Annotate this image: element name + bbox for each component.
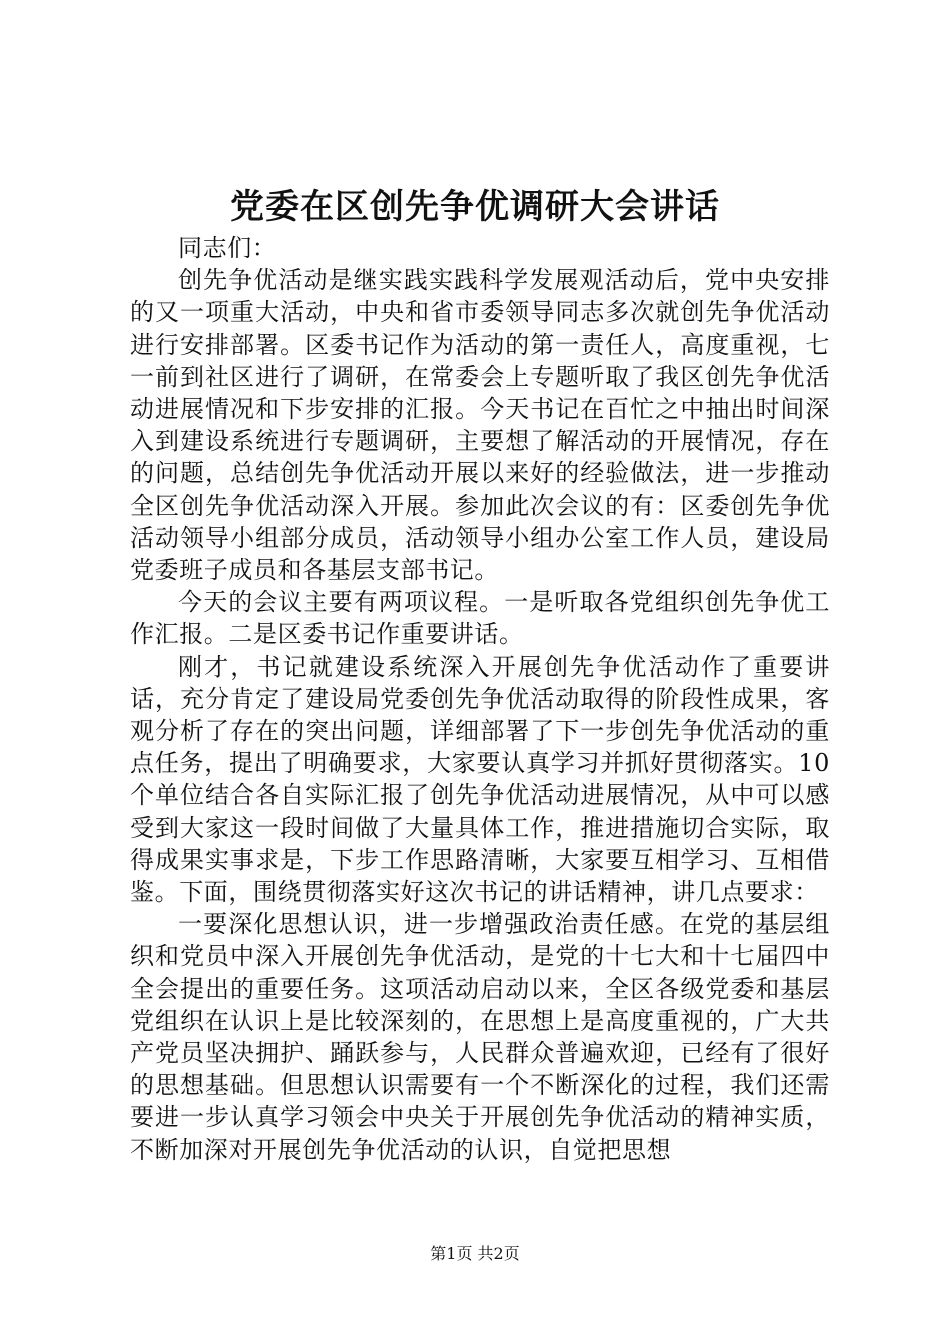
page-footer: 第1页 共2页 <box>430 1244 520 1263</box>
salutation-paragraph: 同志们： <box>178 234 277 262</box>
body-paragraph: 一要深化思想认识，进一步增强政治责任感。在党的基层组织和党员中深入开展创先争优活动，是党的十七大和十七届四中全会提出的重要任务。这项活动启动以来，全区各级党委和基层党组织在认识上是比较深刻的，在思想上是高度重视的，广大共产党员坚决拥护、踊跃参与，人民群众普遍欢迎，已经有了很好的思想基础。但思想认识需要有一个不断深化的过程，我们还需要进一步认真学习领会中央关于开展创先争优活动的精神实质，不断加深对开展创先争优活动的认识，自觉把思想 <box>130 910 830 1164</box>
document-body <box>130 232 830 1166</box>
body-paragraph: 刚才，书记就建设系统深入开展创先争优活动作了重要讲话，充分肯定了建设局党委创先争优活动取得的阶段性成果，客观分析了存在的突出问题，详细部署了下一步创先争优活动的重点任务，提出了明确要求，大家要认真学习并抓好贯彻落实。10个单位结合各自实际汇报了创先争优活动进展情况，从中可以感受到大家这一段时间做了大量具体工作，推进措施切合实际，取得成果实事求是，下步工作思路清晰，大家要互相学习、互相借鉴。下面，围绕贯彻落实好这次书记的讲话精神，讲几点要求： <box>130 652 830 907</box>
document-title: 党委在区创先争优调研大会讲话 <box>230 187 720 227</box>
body-paragraph: 创先争优活动是继实践实践科学发展观活动后，党中央安排的又一项重大活动，中央和省市委领导同志多次就创先争优活动进行安排部署。区委书记作为活动的第一责任人，高度重视，七一前到社区进行了调研，在常委会上专题听取了我区创先争优活动进展情况和下步安排的汇报。今天书记在百忙之中抽出时间深入到建设系统进行专题调研，主要想了解活动的开展情况，存在的问题，总结创先争优活动开展以来好的经验做法，进一步推动全区创先争优活动深入开展。参加此次会议的有：区委创先争优活动领导小组部分成员，活动领导小组办公室工作人员，建设局党委班子成员和各基层支部书记。 <box>130 266 830 585</box>
body-paragraph: 今天的会议主要有两项议程。一是听取各党组织创先争优工作汇报。二是区委书记作重要讲话。 <box>130 588 830 649</box>
